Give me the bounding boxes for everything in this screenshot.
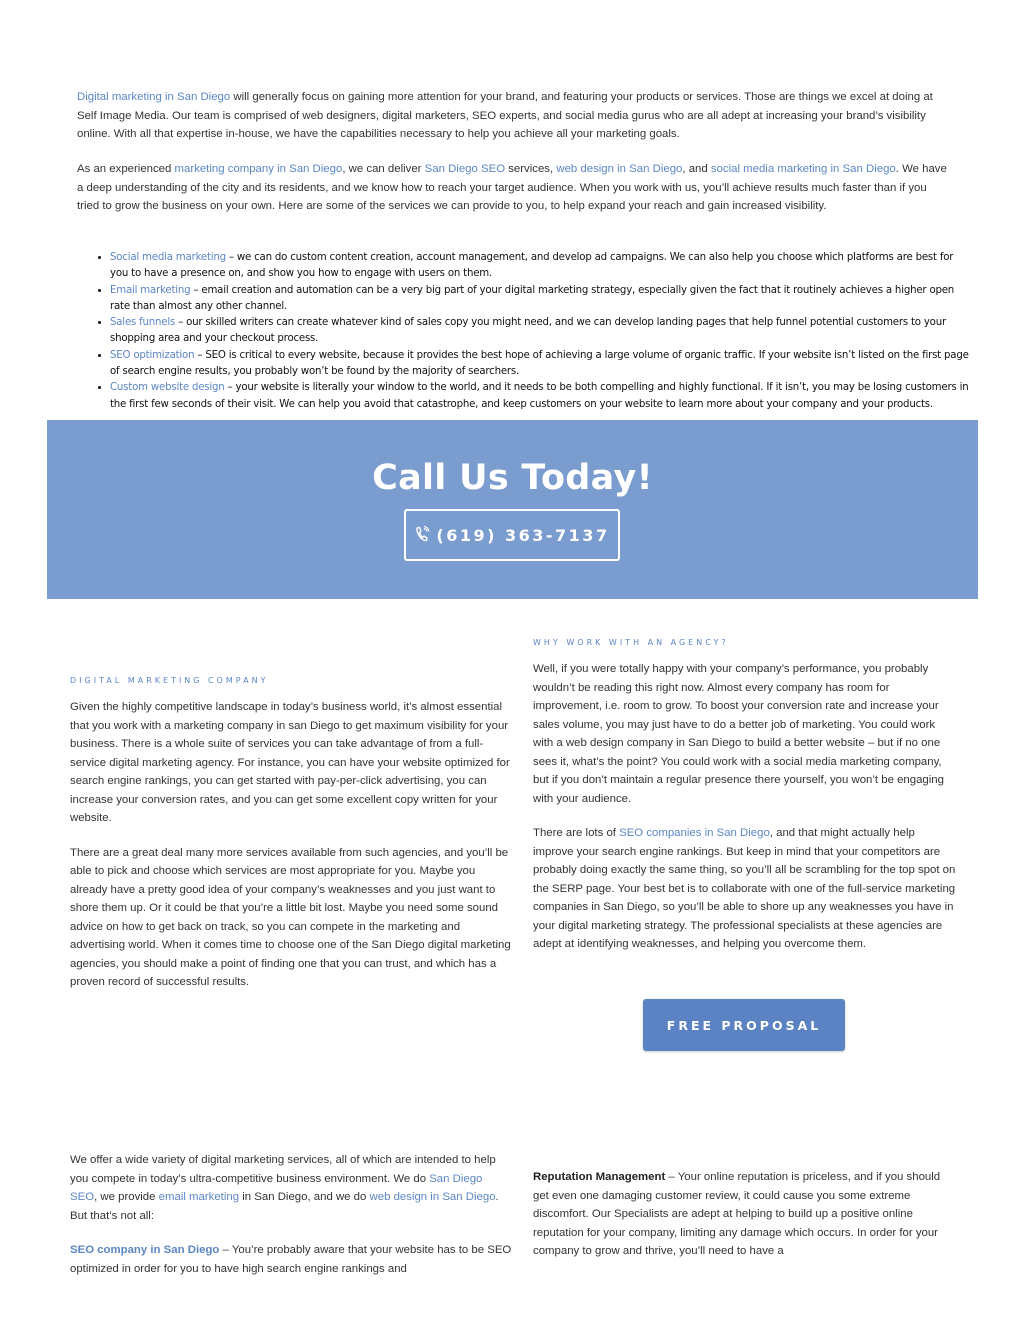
phone-button[interactable] xyxy=(404,509,620,561)
intro-p2-text: . We have a deep understanding of the city and its residents, and we know how to reach your target audience. When you work with us, you’ll achieve results much faster than if you tried to grow the business on your own. Here are some of the services we can provide to you, to help expand your reach and gain increased visibility. xyxy=(77,163,947,212)
service-description: – SEO is critical to every website, because it provides the best hope of achieving a large volume of organic traffic. If your website isn’t listed on the first page of search engine results, you probably won’t be found by the majority of searchers. xyxy=(110,349,969,378)
free-proposal-button[interactable]: FREE PROPOSAL xyxy=(643,999,845,1051)
marketing-company-link[interactable]: marketing company in San Diego xyxy=(174,163,343,175)
list-item xyxy=(110,315,970,348)
right-p2-text: There are lots of xyxy=(533,827,620,839)
service-link[interactable]: Custom website design xyxy=(110,382,225,394)
bottom-left-text: , we provide xyxy=(94,1191,159,1203)
intro-p2-text: As an experienced xyxy=(77,163,175,175)
intro-p2-text: services, xyxy=(505,163,557,175)
service-link[interactable]: SEO optimization xyxy=(110,349,195,361)
left-column xyxy=(70,698,512,1008)
email-marketing-link[interactable]: email marketing xyxy=(158,1191,240,1203)
san-diego-seo-link[interactable]: San Diego SEO xyxy=(70,1172,483,1203)
right-paragraph-1: Well, if you were totally happy with your company’s performance, you probably wouldn’t be reading this right now. Almost every company has room for improvement, i.e. room to grow. To boost your conversion rate and increase your sales volume, you may just have to do a better job of marketing. You could work with a web design company in San Diego to build a better website – but if no one sees it, what’s the point? You could work with a social media marketing company, but if you don’t maintain a regular presence there yourself, you won’t be engaging with your audience. xyxy=(533,663,944,805)
service-description: – we can do custom content creation, account management, and develop ad campaigns. We can also help you choose which platforms are best for you to have a presence on, and show you how to engage with users on them. xyxy=(110,252,954,280)
phone-number: (619) 363-7137 xyxy=(436,525,610,545)
bottom-left-column xyxy=(70,1151,512,1294)
intro-p1-text: will generally focus on gaining more attention for your brand, and featuring your products or services. Those are things we excel at doing at Self Image Media. Our team is comprised of web designers, digital marketers, SEO experts, and social media gurus who are all adept at increasing your brand’s visibility online. With all that expertise in-house, we have the capabilities necessary to help you achieve all your marketing goals. xyxy=(77,91,933,140)
service-link[interactable]: Email marketing xyxy=(110,284,191,296)
web-design-link[interactable]: web design in San Diego xyxy=(369,1191,496,1203)
list-item xyxy=(110,380,970,413)
seo-companies-link[interactable]: SEO companies in San Diego xyxy=(619,827,770,839)
intro-paragraph-1 xyxy=(77,88,947,144)
intro-paragraph-2 xyxy=(77,160,947,216)
right-paragraph-2 xyxy=(533,824,958,954)
left-paragraph-2: There are a great deal many more services available from such agencies, and you’ll be able to pick and choose which services are most appropriate for you. Maybe you already have a pretty good idea of your company’s weaknesses and you just want to shore them up. Or it could be that you’re a little bit lost. Maybe you need some sound advice on how to get back on track, so you can compete in the marketing and advertising world. When it comes time to choose one of the San Diego digital marketing agencies, you should make a point of finding one that you can trust, and which has a proven record of successful results. xyxy=(70,846,511,988)
right-column xyxy=(533,660,958,970)
phone-icon xyxy=(414,526,430,544)
intro-p2-text: , and xyxy=(682,163,711,175)
service-link[interactable]: Sales funnels xyxy=(110,317,176,329)
san-diego-seo-link[interactable]: San Diego SEO xyxy=(424,163,506,175)
cta-heading: Call Us Today! xyxy=(372,458,653,498)
service-description: – our skilled writers can create whatever kind of sales copy you might need, and we can develop landing pages that help funnel potential customers to your shopping area and your checkout process. xyxy=(110,317,946,345)
digital-marketing-link[interactable]: Digital marketing in San Diego xyxy=(77,91,231,103)
right-eyebrow: WHY WORK WITH AN AGENCY? xyxy=(533,638,729,647)
reputation-heading: Reputation Management xyxy=(533,1171,666,1183)
bottom-right-paragraph xyxy=(533,1168,953,1261)
bottom-left-text: We offer a wide variety of digital marketing services, all of which are intended to help you compete in today’s ultra-competitive business environment. We do xyxy=(70,1154,496,1185)
left-paragraph-1: Given the highly competitive landscape in today’s business world, it’s almost essential that you work with a marketing company in san Diego to get maximum visibility for your business. There is a whole suite of services you can take advantage of from a full-service digital marketing agency. For instance, you can have your website optimized for search engine rankings, you can get started with pay-per-click advertising, you can increase your conversion rates, and you can get some excellent copy written for your website. xyxy=(70,701,510,824)
left-eyebrow: DIGITAL MARKETING COMPANY xyxy=(70,676,269,685)
bottom-left-paragraph-1 xyxy=(70,1151,512,1225)
list-item xyxy=(110,283,970,316)
intro-p2-text: , we can deliver xyxy=(342,163,425,175)
bottom-left-text: in San Diego, and we do xyxy=(239,1191,370,1203)
bottom-left-paragraph-2 xyxy=(70,1241,512,1278)
seo-company-link[interactable]: SEO company in San Diego xyxy=(70,1244,220,1256)
social-media-marketing-link[interactable]: social media marketing in San Diego xyxy=(710,163,896,175)
list-item xyxy=(110,348,970,381)
bottom-right-column xyxy=(533,1168,953,1277)
list-item xyxy=(110,250,970,283)
web-design-link[interactable]: web design in San Diego xyxy=(556,163,683,175)
bottom-left-text: – You’re probably aware that your website has to be SEO optimized in order for you to have high search engine rankings and xyxy=(70,1244,512,1275)
bottom-right-text: – Your online reputation is priceless, and if you should get even one damaging customer review, it could cause you some extreme discomfort. Our Specialists are adept at helping to build up a positive online reputation for your company, limiting any damage which occurs. In order for your company to grow and thrive, you’ll need to have a xyxy=(533,1171,941,1257)
service-description: – your website is literally your window to the world, and it needs to be both compelling and highly functional. If it isn’t, you may be losing customers in the first few seconds of their visit. We can help you avoid that catastrophe, and keep customers on your website to learn more about your company and your products. xyxy=(110,382,969,410)
call-to-action-banner xyxy=(47,420,978,599)
service-description: – email creation and automation can be a very big part of your digital marketing strategy, especially given the fact that it routinely achieves a higher open rate than almost any other channel. xyxy=(110,284,955,312)
right-p2-text: , and that might actually help improve your search engine rankings. But keep in mind that your competitors are probably doing exactly the same thing, so you’ll all be scrambling for the top spot on the SERP page. Your best bet is to collaborate with one of the full-service marketing companies in San Diego, so you’ll be able to shore up any weaknesses you have in your digital marketing strategy. The professional specialists at these agencies are adept at identifying weaknesses, and helping you overcome them. xyxy=(533,827,956,950)
bottom-left-text: . But that’s not all: xyxy=(70,1191,499,1222)
service-link[interactable]: Social media marketing xyxy=(110,252,226,263)
services-list xyxy=(92,250,970,413)
